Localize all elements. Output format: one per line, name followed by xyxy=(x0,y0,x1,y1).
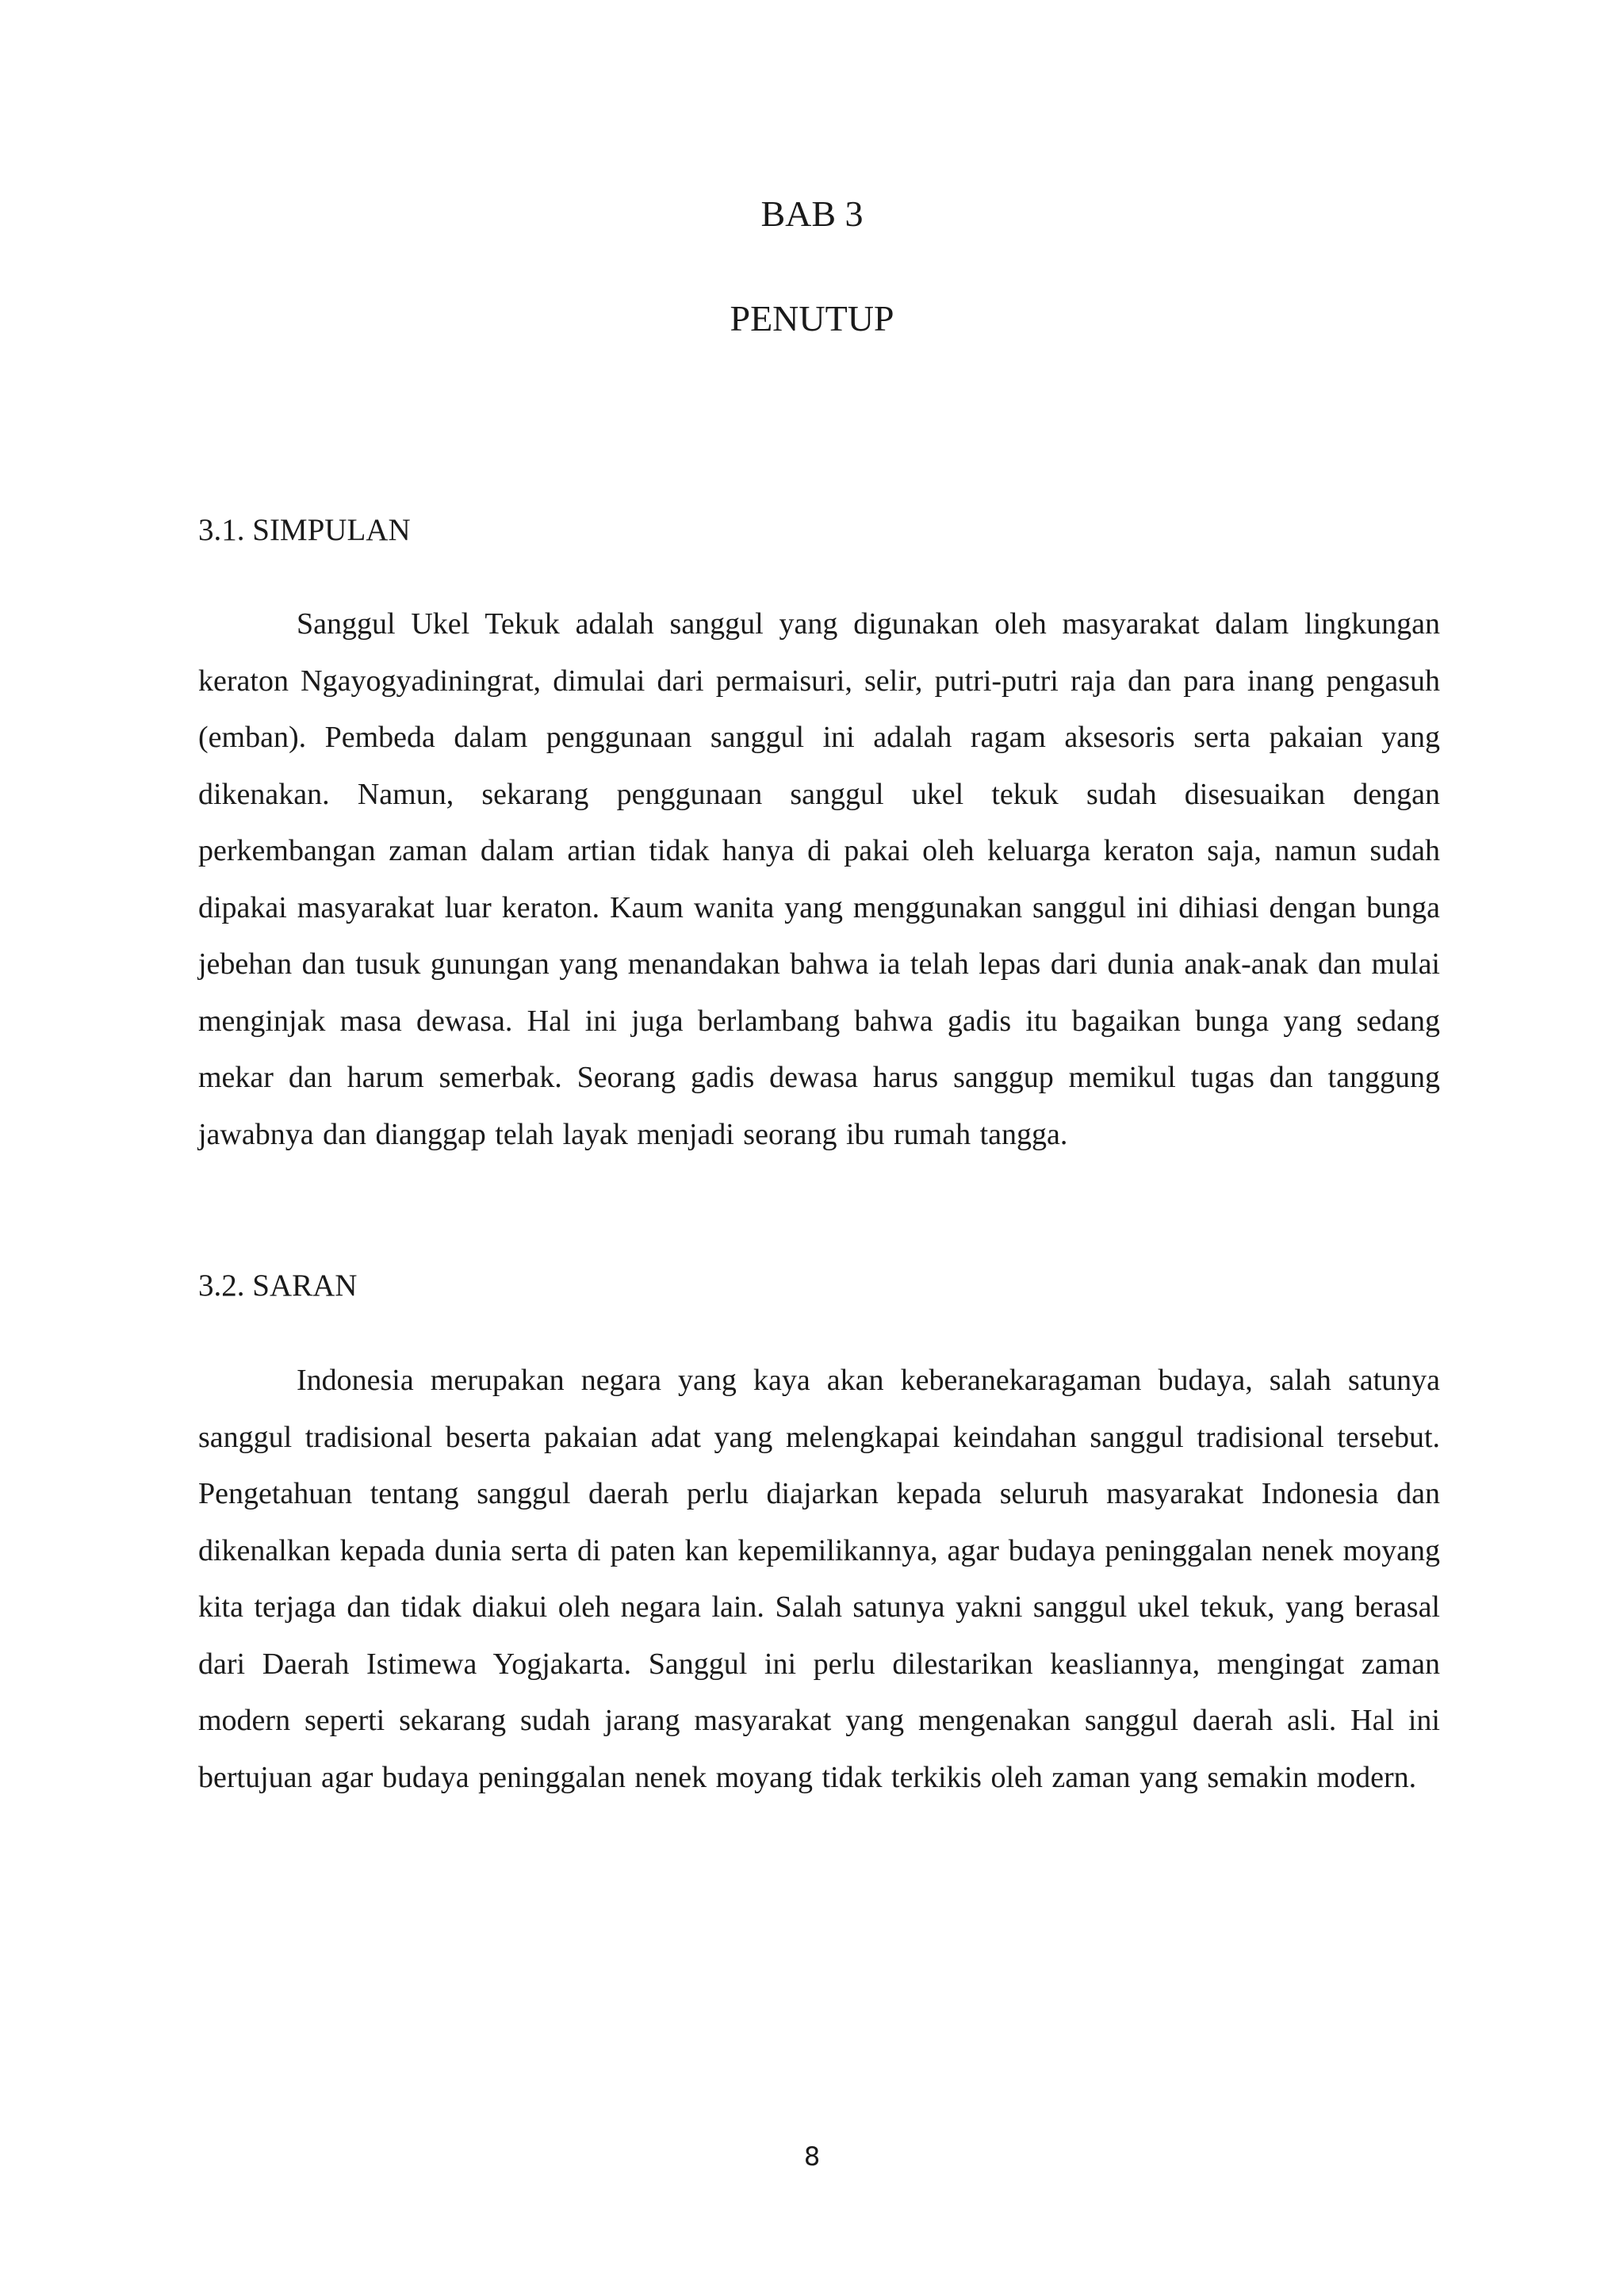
paragraph-simpulan: Sanggul Ukel Tekuk adalah sanggul yang digunakan oleh masyarakat dalam lingkungan keraton Ngayogyadiningrat, dimulai dari permaisuri, selir, putri-putri raja dan para inang pengasuh (emban). Pembeda dalam penggunaan sanggul ini adalah ragam aksesoris serta pakaian yang dikenakan. Namun, sekarang penggunaan sanggul ukel tekuk sudah disesuaikan dengan perkembangan zaman dalam artian tidak hanya di pakai oleh keluarga keraton saja, namun sudah dipakai masyarakat luar keraton. Kaum wanita yang menggunakan sanggul ini dihiasi dengan bunga jebehan dan tusuk gunungan yang menandakan bahwa ia telah lepas dari dunia anak-anak dan mulai menginjak masa dewasa. Hal ini juga berlambang bahwa gadis itu bagaikan bunga yang sedang mekar dan harum semerbak. Seorang gadis dewasa harus sanggup memikul tugas dan tanggung jawabnya dan dianggap telah layak menjadi seorang ibu rumah tangga. xyxy=(198,607,1440,1151)
section-simpulan-header xyxy=(198,511,1440,549)
section-simpulan-body xyxy=(198,596,1440,1163)
section-saran-header xyxy=(198,1267,1440,1305)
section-heading-simpulan: 3.1. SIMPULAN xyxy=(198,513,411,547)
chapter-number: BAB 3 xyxy=(760,193,864,234)
paragraph-saran: Indonesia merupakan negara yang kaya akan keberanekaragaman budaya, salah satunya sanggul tradisional beserta pakaian adat yang melengkapai keindahan sanggul tradisional tersebut. Pengetahuan tentang sanggul daerah perlu diajarkan kepada seluruh masyarakat Indonesia dan dikenalkan kepada dunia serta di paten kan kepemilikannya, agar budaya peninggalan nenek moyang kita terjaga dan tidak diakui oleh negara lain. Salah satunya yakni sanggul ukel tekuk, yang berasal dari Daerah Istimewa Yogjakarta. Sanggul ini perlu dilestarikan keasliannya, mengingat zaman modern seperti sekarang sudah jarang masyarakat yang mengenakan sanggul daerah asli. Hal ini bertujuan agar budaya peninggalan nenek moyang tidak terkikis oleh zaman yang semakin modern. xyxy=(198,1364,1440,1794)
page-number: 8 xyxy=(803,2141,821,2172)
section-heading-saran: 3.2. SARAN xyxy=(198,1269,358,1303)
chapter-title: PENUTUP xyxy=(730,298,894,339)
section-saran-body xyxy=(198,1353,1440,1806)
